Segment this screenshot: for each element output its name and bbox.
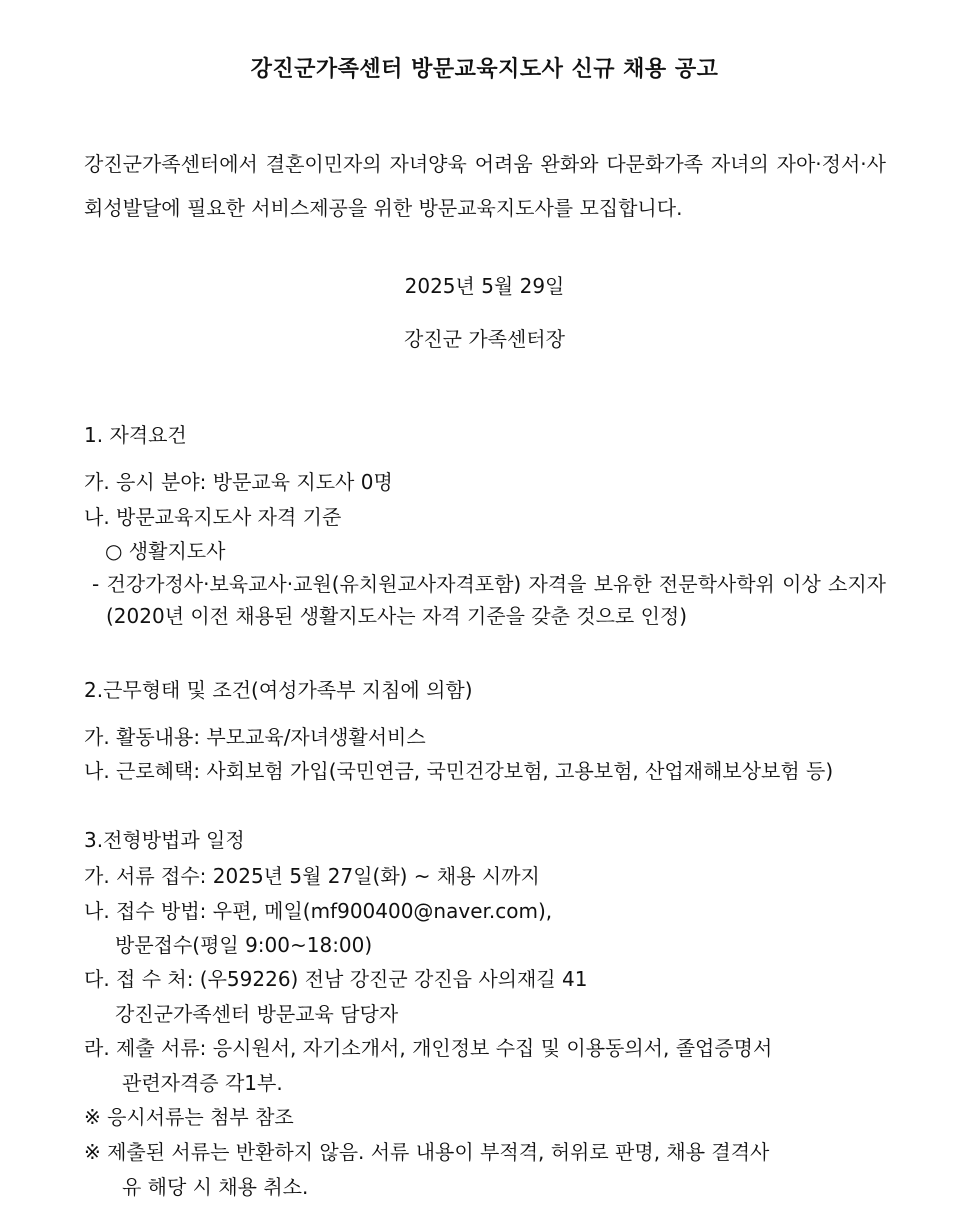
section3-note-1: ※ 응시서류는 첨부 참조 [84,1105,294,1129]
issuer-name: 강진군 가족센터장 [404,327,565,351]
announcement-date: 2025년 5월 29일 [404,274,565,298]
section2-heading: 2.근무형태 및 조건(여성가족부 지침에 의함) [84,678,473,702]
section1-dash-text: - 건강가정사·보육교사·교원(유치원교사자격포함) 자격을 보유한 전문학사학위 이상 소지자 (2020년 이전 채용된 생활지도사는 자격 기준을 갖춘 것으로 인정) [92,572,886,628]
section1-bullet: ○ 생활지도사 [105,539,226,563]
section1-dash-item [92,568,886,632]
section3-item-ra-line2: 관련자격증 각1부. [122,1071,283,1095]
section3-item-ra-line1: 라. 제출 서류: 응시원서, 자기소개서, 개인정보 수집 및 이용동의서, 졸업증명서 [84,1036,773,1060]
section3-item-da-line1: 다. 접 수 처: (우59226) 전남 강진군 강진읍 사의재길 41 [84,967,588,991]
section3-item-da-line2: 강진군가족센터 방문교육 담당자 [115,1002,399,1026]
section3-item-ga: 가. 서류 접수: 2025년 5월 27일(화) ~ 채용 시까지 [84,864,540,888]
section3-note-2-line2: 유 해당 시 채용 취소. [122,1175,309,1199]
section3-heading: 3.전형방법과 일정 [84,828,245,852]
section3-item-na-line1: 나. 접수 방법: 우편, 메일(mf900400@naver.com), [84,899,553,923]
document-title: 강진군가족센터 방문교육지도사 신규 채용 공고 [250,57,719,82]
section1-item-ga: 가. 응시 분야: 방문교육 지도사 0명 [84,470,393,494]
section3-item-na-line2: 방문접수(평일 9:00~18:00) [115,933,373,957]
section2-item-ga: 가. 활동내용: 부모교육/자녀생활서비스 [84,725,426,749]
intro-paragraph: 강진군가족센터에서 결혼이민자의 자녀양육 어려움 완화와 다문화가족 자녀의 자아·정서·사회성발달에 필요한 서비스제공을 위한 방문교육지도사를 모집합니다. [84,152,886,220]
section1-item-na: 나. 방문교육지도사 자격 기준 [84,505,342,529]
section1-heading: 1. 자격요건 [84,423,187,447]
section3-note-2-line1: ※ 제출된 서류는 반환하지 않음. 서류 내용이 부적격, 허위로 판명, 채용 결격사 [84,1140,770,1164]
section2-item-na: 나. 근로혜택: 사회보험 가입(국민연금, 국민건강보험, 고용보험, 산업재해보상보험 등) [84,759,834,783]
